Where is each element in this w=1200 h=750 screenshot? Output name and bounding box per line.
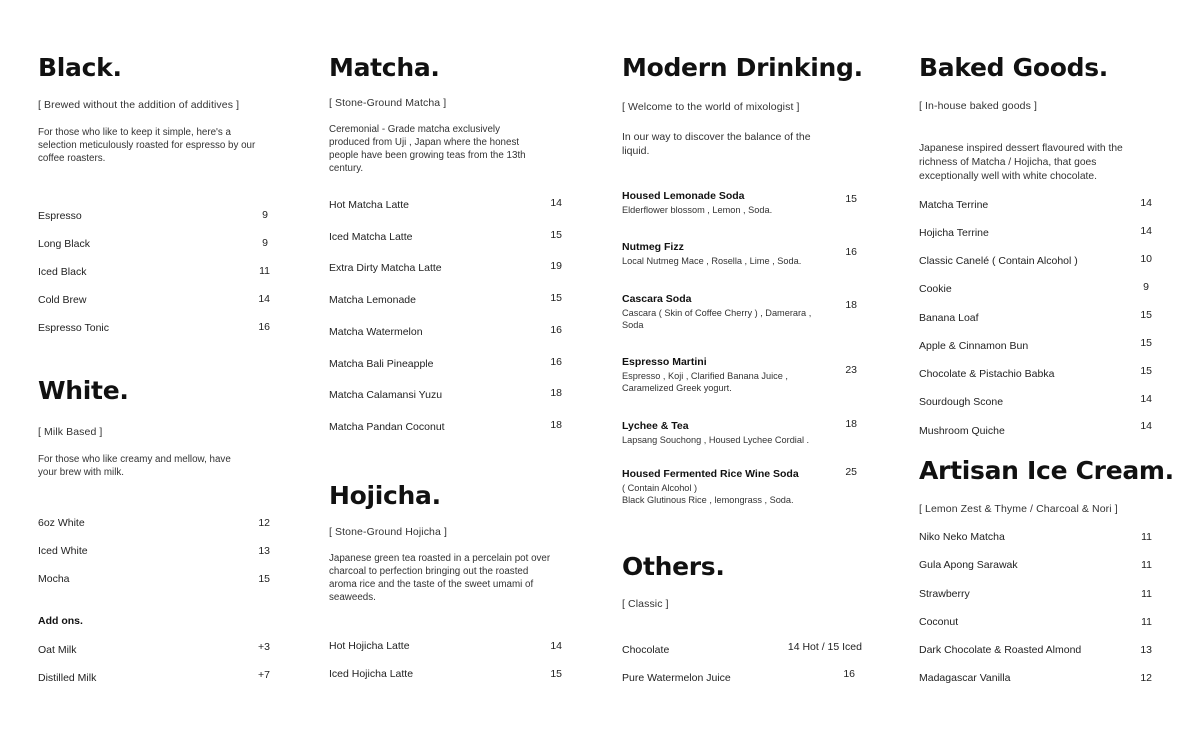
menu-item-price: 15 [1140, 337, 1152, 349]
menu-item-name: Cookie [919, 283, 952, 295]
menu-item-price: 14 [1140, 420, 1152, 432]
menu-item-name: Iced Hojicha Latte [329, 668, 414, 680]
drink-name: Housed Fermented Rice Wine Soda [622, 468, 799, 480]
addon-item-price: +7 [258, 669, 270, 681]
white-title: White. [38, 376, 129, 405]
menu-item-name: Iced White [38, 545, 88, 557]
matcha-title: Matcha. [329, 53, 440, 82]
addons-heading: Add ons. [38, 615, 83, 627]
modern-description: In our way to discover the balance of the liquid. [622, 131, 811, 157]
menu-item-price: 15 [1140, 365, 1152, 377]
drink-name: Lychee & Tea [622, 420, 689, 432]
menu-item-name: Chocolate [622, 644, 670, 656]
drink-ingredients: Elderflower blossom , Lemon , Soda. [622, 205, 773, 215]
menu-item-price: 18 [550, 419, 562, 431]
menu-item-price: 16 [843, 668, 855, 680]
white-subtitle: [ Milk Based ] [38, 426, 103, 438]
menu-item-price: 9 [1143, 281, 1149, 293]
menu-item-price: 16 [258, 321, 270, 333]
menu-item-price: 15 [258, 573, 270, 585]
addon-item-name: Oat Milk [38, 644, 77, 656]
modern-subtitle: [ Welcome to the world of mixologist ] [622, 101, 800, 113]
menu-item-price: 16 [550, 356, 562, 368]
menu-item-price: 13 [258, 545, 270, 557]
menu-item-name: Mushroom Quiche [919, 425, 1005, 437]
menu-item-price: 11 [1141, 588, 1152, 600]
menu-item-price: 11 [1141, 616, 1152, 628]
others-subtitle: [ Classic ] [622, 598, 669, 610]
icecream-subtitle: [ Lemon Zest & Thyme / Charcoal & Nori ] [919, 503, 1118, 515]
menu-item-price: 14 [550, 197, 562, 209]
menu-item-price: 15 [845, 193, 857, 205]
menu-item-price: 14 [1140, 393, 1152, 405]
menu-item-name: 6oz White [38, 517, 85, 529]
menu-item-name: Strawberry [919, 588, 970, 600]
drink-name: Nutmeg Fizz [622, 241, 684, 253]
hojicha-description: Japanese green tea roasted in a percelain pot over charcoal to perfection bringing out the roasted aroma rice and the taste of the sweet umami of seaweeds. [329, 553, 551, 603]
menu-item-name: Niko Neko Matcha [919, 531, 1005, 543]
black-title: Black. [38, 53, 122, 82]
menu-item-price: 25 [845, 466, 857, 478]
menu-item-price: 15 [550, 668, 562, 680]
menu-item-name: Coconut [919, 616, 959, 628]
menu-item-name: Pure Watermelon Juice [622, 672, 731, 684]
menu-item-price: 18 [845, 299, 857, 311]
menu-item-name: Iced Black [38, 266, 87, 278]
menu-item-name: Classic Canelé ( Contain Alcohol ) [919, 255, 1078, 267]
drink-name: Espresso Martini [622, 356, 707, 368]
white-description: For those who like creamy and mellow, have your brew with milk. [38, 454, 231, 478]
drink-alcohol-note: ( Contain Alcohol ) [622, 483, 698, 493]
drink-ingredients: Cascara ( Skin of Coffee Cherry ) , Damerara , Soda [622, 308, 812, 330]
menu-item-price: 10 [1140, 253, 1152, 265]
menu-item-name: Cold Brew [38, 294, 87, 306]
drink-ingredients: Local Nutmeg Mace , Rosella , Lime , Soda. [622, 256, 802, 266]
drink-name: Cascara Soda [622, 293, 692, 305]
black-subtitle: [ Brewed without the addition of additives ] [38, 99, 240, 111]
menu-item-price: 15 [550, 292, 562, 304]
menu-item-price: 9 [262, 209, 268, 221]
menu-item-price: 16 [550, 324, 562, 336]
drink-ingredients: Lapsang Souchong , Housed Lychee Cordial . [622, 435, 810, 445]
addon-item-price: +3 [258, 641, 270, 653]
menu-item-name: Matcha Bali Pineapple [329, 358, 434, 370]
black-description: For those who like to keep it simple, here's a selection meticulously roasted for espresso by our coffee roasters. [38, 127, 256, 164]
matcha-subtitle: [ Stone-Ground Matcha ] [329, 97, 447, 109]
menu-item-price: 12 [1140, 672, 1152, 684]
menu-item-price: 11 [259, 265, 270, 277]
menu-item-name: Banana Loaf [919, 312, 979, 324]
menu-item-price: 14 [1140, 225, 1152, 237]
menu-item-price: 19 [550, 260, 562, 272]
menu-item-name: Matcha Calamansi Yuzu [329, 389, 443, 401]
menu-item-price: 12 [258, 517, 270, 529]
menu-item-price: 23 [845, 364, 857, 376]
menu-item-name: Long Black [38, 238, 90, 250]
menu-item-price: 11 [1141, 559, 1152, 571]
menu-item-name: Hot Matcha Latte [329, 199, 409, 211]
menu-item-name: Matcha Pandan Coconut [329, 421, 445, 433]
menu-item-name: Madagascar Vanilla [919, 672, 1011, 684]
menu-item-price: 18 [845, 418, 857, 430]
others-title: Others. [622, 552, 725, 581]
menu-item-name: Hot Hojicha Latte [329, 640, 410, 652]
menu-item-name: Matcha Terrine [919, 199, 989, 211]
baked-description: Japanese inspired dessert flavoured with the richness of Matcha / Hojicha, that goes exceptionally well with white chocolate. [919, 143, 1123, 182]
hojicha-subtitle: [ Stone-Ground Hojicha ] [329, 526, 447, 538]
menu-item-price: 9 [262, 237, 268, 249]
addon-item-name: Distilled Milk [38, 672, 97, 684]
menu-item-name: Iced Matcha Latte [329, 231, 413, 243]
menu-item-price: 15 [1140, 309, 1152, 321]
menu-item-name: Extra Dirty Matcha Latte [329, 262, 442, 274]
menu-item-price: 14 [258, 293, 270, 305]
baked-subtitle: [ In-house baked goods ] [919, 100, 1037, 112]
menu-item-name: Sourdough Scone [919, 396, 1004, 408]
drink-ingredients: Black Glutinous Rice , lemongrass , Soda. [622, 495, 794, 505]
menu-item-name: Gula Apong Sarawak [919, 559, 1018, 571]
menu-item-name: Chocolate & Pistachio Babka [919, 368, 1055, 380]
baked-title: Baked Goods. [919, 53, 1108, 82]
menu-item-name: Matcha Watermelon [329, 326, 423, 338]
menu-item-name: Dark Chocolate & Roasted Almond [919, 644, 1082, 656]
menu-item-price: 16 [845, 246, 857, 258]
menu-item-price: 14 Hot / 15 Iced [787, 641, 862, 653]
menu-item-price: 15 [550, 229, 562, 241]
menu-item-price: 11 [1141, 531, 1152, 543]
menu-item-price: 18 [550, 387, 562, 399]
modern-title: Modern Drinking. [622, 53, 863, 82]
matcha-description: Ceremonial - Grade matcha exclusively produced from Uji , Japan where the honest people have been growing teas from the 13th century. [329, 124, 526, 174]
menu-item-name: Matcha Lemonade [329, 294, 416, 306]
hojicha-title: Hojicha. [329, 481, 441, 510]
menu-item-name: Apple & Cinnamon Bun [919, 340, 1029, 352]
drink-ingredients: Espresso , Koji , Clarified Banana Juice , Caramelized Greek yogurt. [622, 371, 788, 393]
menu-item-name: Hojicha Terrine [919, 227, 989, 239]
menu-item-name: Espresso Tonic [38, 322, 110, 334]
icecream-title: Artisan Ice Cream. [919, 456, 1174, 485]
menu-item-price: 13 [1140, 644, 1152, 656]
menu-item-price: 14 [1140, 197, 1152, 209]
menu-item-name: Espresso [38, 210, 82, 222]
menu-item-price: 14 [550, 640, 562, 652]
drink-name: Housed Lemonade Soda [622, 190, 745, 202]
menu-item-name: Mocha [38, 573, 70, 585]
